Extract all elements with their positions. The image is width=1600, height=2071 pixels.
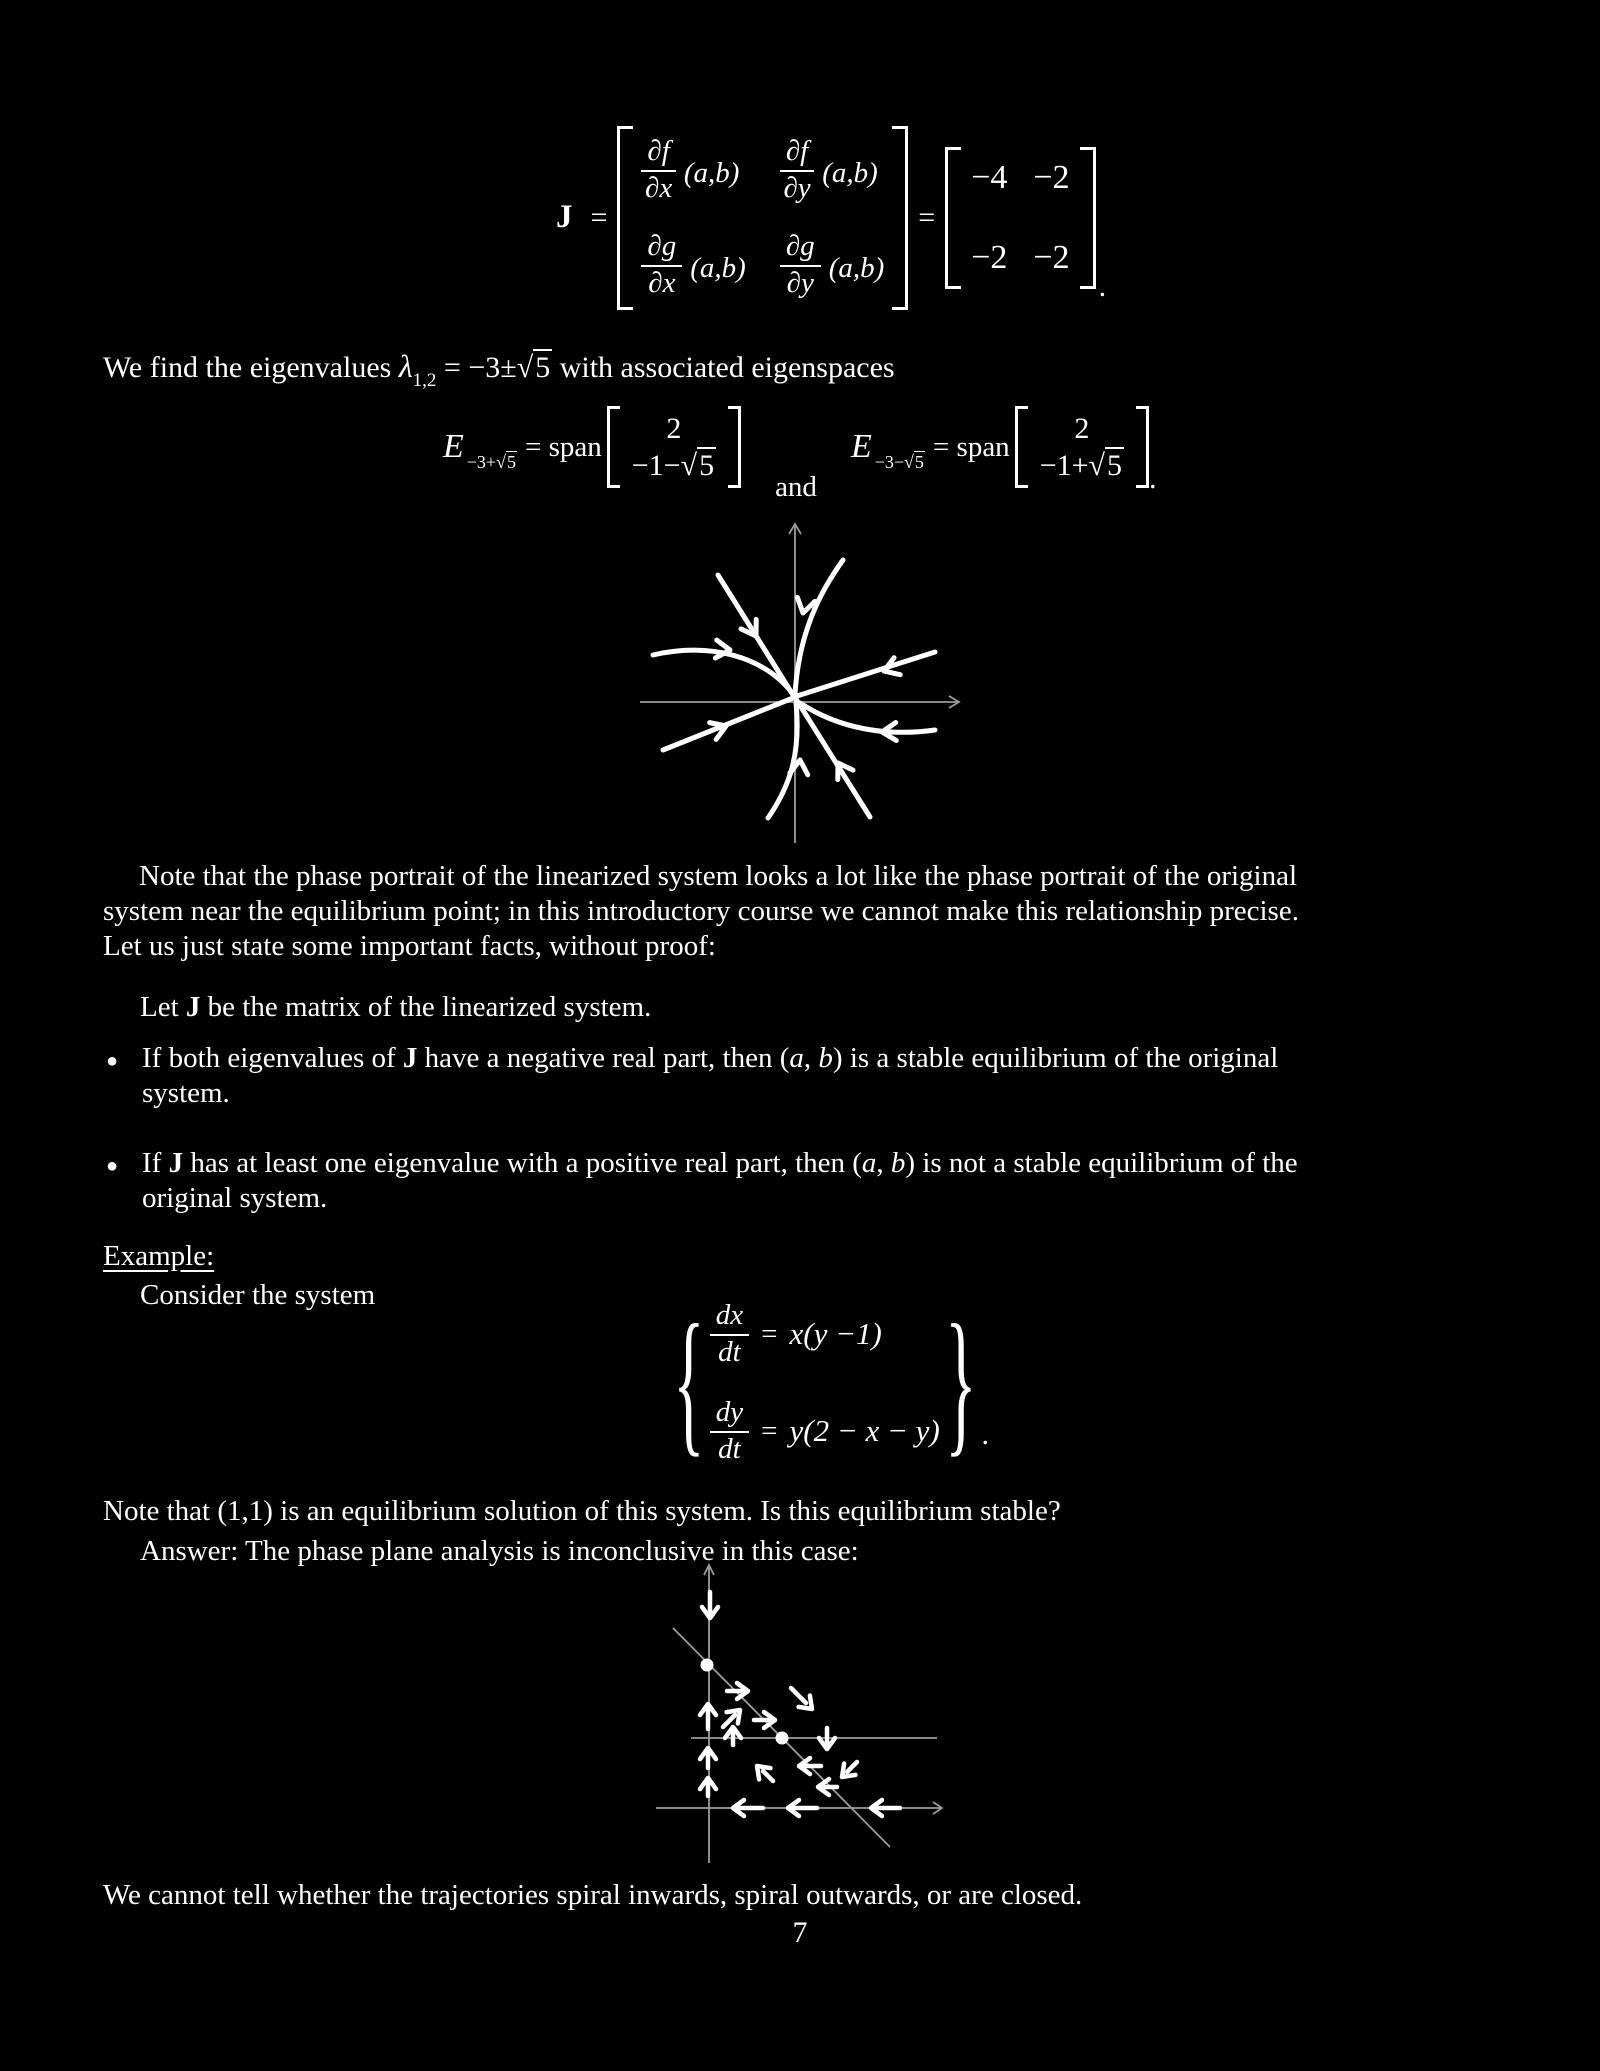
page-number: 7 xyxy=(792,1916,808,1949)
paragraph-line: Note that the phase portrait of the linearized system looks a lot like the phase portrait of the original xyxy=(139,860,1298,892)
let-j-sentence xyxy=(140,990,651,1025)
E-symbol: E xyxy=(850,428,872,465)
trajectory xyxy=(795,560,843,694)
J-symbol: J xyxy=(402,1042,418,1074)
span-relation: = span xyxy=(524,430,602,463)
left-bracket xyxy=(945,147,961,289)
bullet-icon: ● xyxy=(106,1050,119,1072)
left-bracket xyxy=(1015,406,1028,488)
right-bracket xyxy=(1136,406,1149,488)
J-symbol: J xyxy=(185,991,201,1023)
E-subscript: −3+√5 xyxy=(466,451,516,472)
period: . xyxy=(1098,269,1107,303)
lambda-subscript: 1,2 xyxy=(412,370,437,391)
matrix-entry: −2 xyxy=(1033,238,1070,276)
period: . xyxy=(981,1417,990,1451)
trajectory xyxy=(797,652,935,696)
example-label: Example: xyxy=(103,1240,215,1272)
text: We find the eigenvalues xyxy=(103,351,399,384)
phase-plane-figure xyxy=(630,1556,970,1872)
phase-portrait-figure xyxy=(620,508,980,853)
J-symbol: J xyxy=(168,1147,184,1179)
equilibrium-point xyxy=(701,1659,714,1672)
consider-sentence: Consider the system xyxy=(140,1279,376,1311)
paragraph-line: system near the equilibrium point; in this introductory course we cannot make this relationship precise. xyxy=(103,895,1299,927)
text: = −3± xyxy=(436,351,517,384)
result-matrix xyxy=(945,147,1095,289)
eigenspace-left xyxy=(443,406,741,488)
bullet-text: If both eigenvalues of J have a negative real part, then (a, b) is a stable equilibrium of the original system. xyxy=(142,1042,1279,1109)
bullet-icon: ● xyxy=(106,1155,119,1177)
eigenspace-right xyxy=(851,406,1149,488)
equals-sign: = xyxy=(590,200,608,234)
equals-sign: = xyxy=(761,1317,778,1350)
example-heading xyxy=(103,1239,214,1274)
answer-sentence: Answer: The phase plane analysis is inconclusive in this case: xyxy=(140,1535,859,1567)
trajectory xyxy=(800,703,935,732)
bullet-item xyxy=(106,1146,1298,1216)
lambda-symbol: λ xyxy=(398,348,413,384)
E-symbol: E xyxy=(443,428,464,465)
text: Let xyxy=(140,991,186,1023)
radical-sign: √ xyxy=(516,351,534,384)
paragraph-line: Let us just state some important facts, without proof: xyxy=(103,930,716,962)
equilibrium-note: Note that (1,1) is an equilibrium solution of this system. Is this equilibrium stable? xyxy=(103,1495,1061,1527)
matrix-entry: −2 xyxy=(971,238,1008,276)
text: with associated eigenspaces xyxy=(552,351,895,384)
span-relation: = span xyxy=(932,430,1010,463)
right-bracket xyxy=(728,406,741,488)
ode-rhs: y(2 − x − y) xyxy=(789,1413,940,1449)
right-brace: } xyxy=(945,1294,977,1472)
direction-arrows xyxy=(700,1592,900,1816)
and-text: and xyxy=(775,471,817,503)
jacobian-equation xyxy=(556,126,1106,310)
equals-sign: = xyxy=(918,200,936,234)
ode-rhs: x(y −1) xyxy=(789,1316,882,1352)
ode-equation: $\frac{dy}{dt}$ = y(2 − x − y) xyxy=(710,1397,940,1466)
bullet-item xyxy=(106,1041,1278,1111)
matrix-cell: $\frac{\partial g}{\partial x}$ (a,b) xyxy=(641,231,745,300)
jacobian-matrix xyxy=(617,126,908,310)
left-bracket xyxy=(617,126,633,310)
matrix-entry: −4 xyxy=(971,158,1008,196)
equals-sign: = xyxy=(761,1414,778,1447)
trajectory xyxy=(768,702,797,818)
jacobian-lhs: J xyxy=(556,199,573,236)
eigenspace-row xyxy=(443,406,1157,503)
E-subscript: −3−√5 xyxy=(874,451,924,472)
right-bracket xyxy=(1080,147,1096,289)
equilibrium-point xyxy=(776,1732,789,1745)
radicand: 5 xyxy=(535,351,551,384)
ode-equation: $\frac{dx}{dt}$ = x(y −1) xyxy=(710,1300,940,1369)
eigenvector: 2 −1+√5 xyxy=(1039,412,1122,482)
left-bracket xyxy=(607,406,620,488)
eigenvector: 2 −1−√5 xyxy=(631,412,715,482)
trajectory xyxy=(663,698,793,750)
text: be the matrix of the linearized system. xyxy=(200,991,652,1023)
period: . xyxy=(1149,462,1157,495)
matrix-cell: $\frac{\partial f}{\partial y}$ (a,b) xyxy=(780,136,884,205)
bullet-text: If J has at least one eigenvalue with a positive real part, then (a, b) is not a stable equilibrium of the original system. xyxy=(142,1147,1298,1214)
eigenvalue-sentence xyxy=(103,349,895,398)
matrix-entry: −2 xyxy=(1033,158,1070,196)
matrix-cell: $\frac{\partial f}{\partial x}$ (a,b) xyxy=(641,136,745,205)
figure-caption: We cannot tell whether the trajectories spiral inwards, spiral outwards, or are closed. xyxy=(103,1879,1083,1911)
trajectory xyxy=(796,699,870,817)
ode-system xyxy=(668,1294,990,1472)
matrix-cell: $\frac{\partial g}{\partial y}$ (a,b) xyxy=(780,231,884,300)
right-bracket xyxy=(892,126,908,310)
note-paragraph xyxy=(103,859,1299,964)
left-brace: { xyxy=(673,1294,705,1472)
